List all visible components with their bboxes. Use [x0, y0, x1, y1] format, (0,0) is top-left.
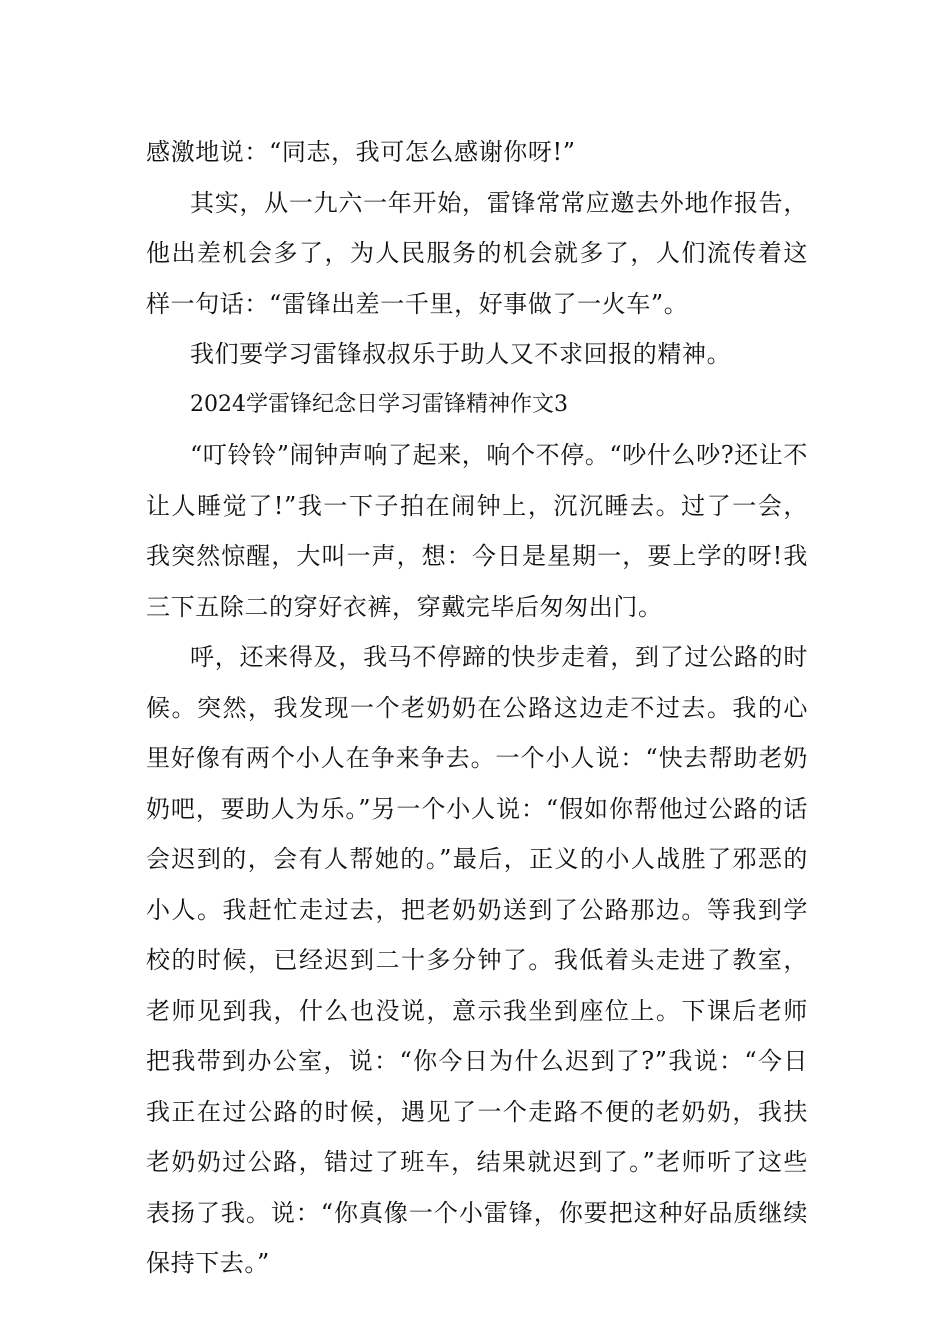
paragraph: “叮铃铃”闹钟声响了起来，响个不停。“吵什么吵?还让不让人睡觉了!”我一下子拍在闹钟上，沉沉睡去。过了一会，我突然惊醒，大叫一声，想：今日是星期一，要上学的呀!我三下五除二的穿好衣裤，穿戴完毕后匆匆出门。 [146, 441, 808, 621]
paragraph-continuation: 感激地说：“同志，我可怎么感谢你呀!” [146, 138, 576, 166]
paragraph: 其实，从一九六一年开始，雷锋常常应邀去外地作报告，他出差机会多了，为人民服务的机会就多了，人们流传着这样一句话：“雷锋出差一千里，好事做了一火车”。 [146, 188, 808, 318]
document-body [146, 127, 808, 1289]
paragraph: 呼，还来得及，我马不停蹄的快步走着，到了过公路的时候。突然，我发现一个老奶奶在公路这边走不过去。我的心里好像有两个小人在争来争去。一个小人说：“快去帮助老奶奶吧，要助人为乐。”另一个小人说：“假如你帮他过公路的话会迟到的，会有人帮她的。”最后，正义的小人战胜了邪恶的小人。我赶忙走过去，把老奶奶送到了公路那边。等我到学校的时候，已经迟到二十多分钟了。我低着头走进了教室，老师见到我，什么也没说，意示我坐到座位上。下课后老师把我带到办公室，说：“你今日为什么迟到了?”我说：“今日我正在过公路的时候，遇见了一个走路不便的老奶奶，我扶老奶奶过公路，错过了班车，结果就迟到了。”老师听了这些表扬了我。说：“你真像一个小雷锋，你要把这种好品质继续保持下去。” [146, 643, 808, 1277]
paragraph: 我们要学习雷锋叔叔乐于助人又不求回报的精神。 [190, 340, 732, 368]
section-heading: 2024学雷锋纪念日学习雷锋精神作文3 [190, 391, 568, 417]
